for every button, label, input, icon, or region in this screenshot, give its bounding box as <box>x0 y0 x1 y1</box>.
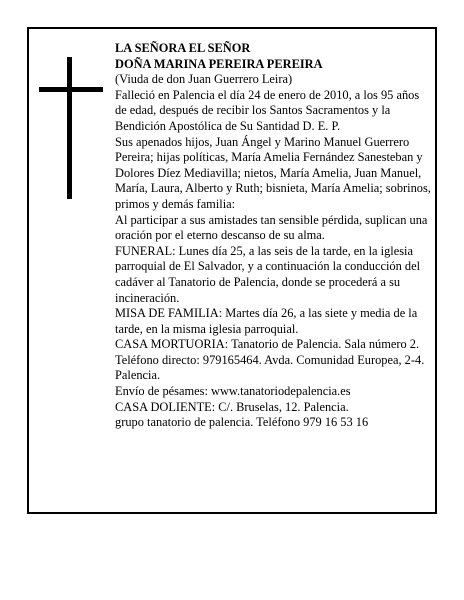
funeral-home-details: CASA MORTUORIA: Tanatorio de Palencia. Sala número 2. Teléfono directo: 979165464. Avda. Comunidad Europea, 2-4. Palencia. <box>115 337 425 383</box>
family-home-address: CASA DOLIENTE: C/. Bruselas, 12. Palencia. <box>115 399 349 414</box>
prayer-request: Al participar a sus amistades tan sensible pérdida, suplican una oración por el eterno descanso de su alma. <box>115 212 428 243</box>
death-announcement: Falleció en Palencia el día 24 de enero de 2010, a los 95 años de edad, después de recibir los Santos Sacramentos y la Bendición Apostólica de Su Santidad D. E. P. <box>115 87 420 133</box>
cross-icon <box>39 57 103 199</box>
obituary-notice <box>27 27 437 514</box>
family-members: Sus apenados hijos, Juan Ángel y Marino Manuel Guerrero Pereira; hijas políticas, María Amelia Fernández Sanesteban y Dolores Díez Mediavilla; nietos, María Amelia, Juan Manuel, María, Laura, Alberto y Ruth; bisnieta, María Amelia; sobrinos, primos y demás familia: <box>115 134 431 211</box>
funeral-details: FUNERAL: Lunes día 25, a las seis de la tarde, en la iglesia parroquial de El Salvador, y a continuación la conducción del cadáver al Tanatorio de Palencia, donde se procederá a su incineración. <box>115 243 421 305</box>
deceased-name: DOÑA MARINA PEREIRA PEREIRA <box>115 56 323 71</box>
heading-line-1: LA SEÑORA EL SEÑOR <box>115 41 251 55</box>
widow-of-line: (Viuda de don Juan Guerrero Leira) <box>115 72 293 87</box>
condolences-website: Envío de pésames: www.tanatoriodepalencia.es <box>115 384 351 399</box>
family-mass-details: MISA DE FAMILIA: Martes día 26, a las siete y media de la tarde, en la misma iglesia parroquial. <box>115 306 418 336</box>
funeral-group-phone: grupo tanatorio de palencia. Teléfono 979 16 53 16 <box>115 415 369 430</box>
notice-text <box>115 41 431 431</box>
